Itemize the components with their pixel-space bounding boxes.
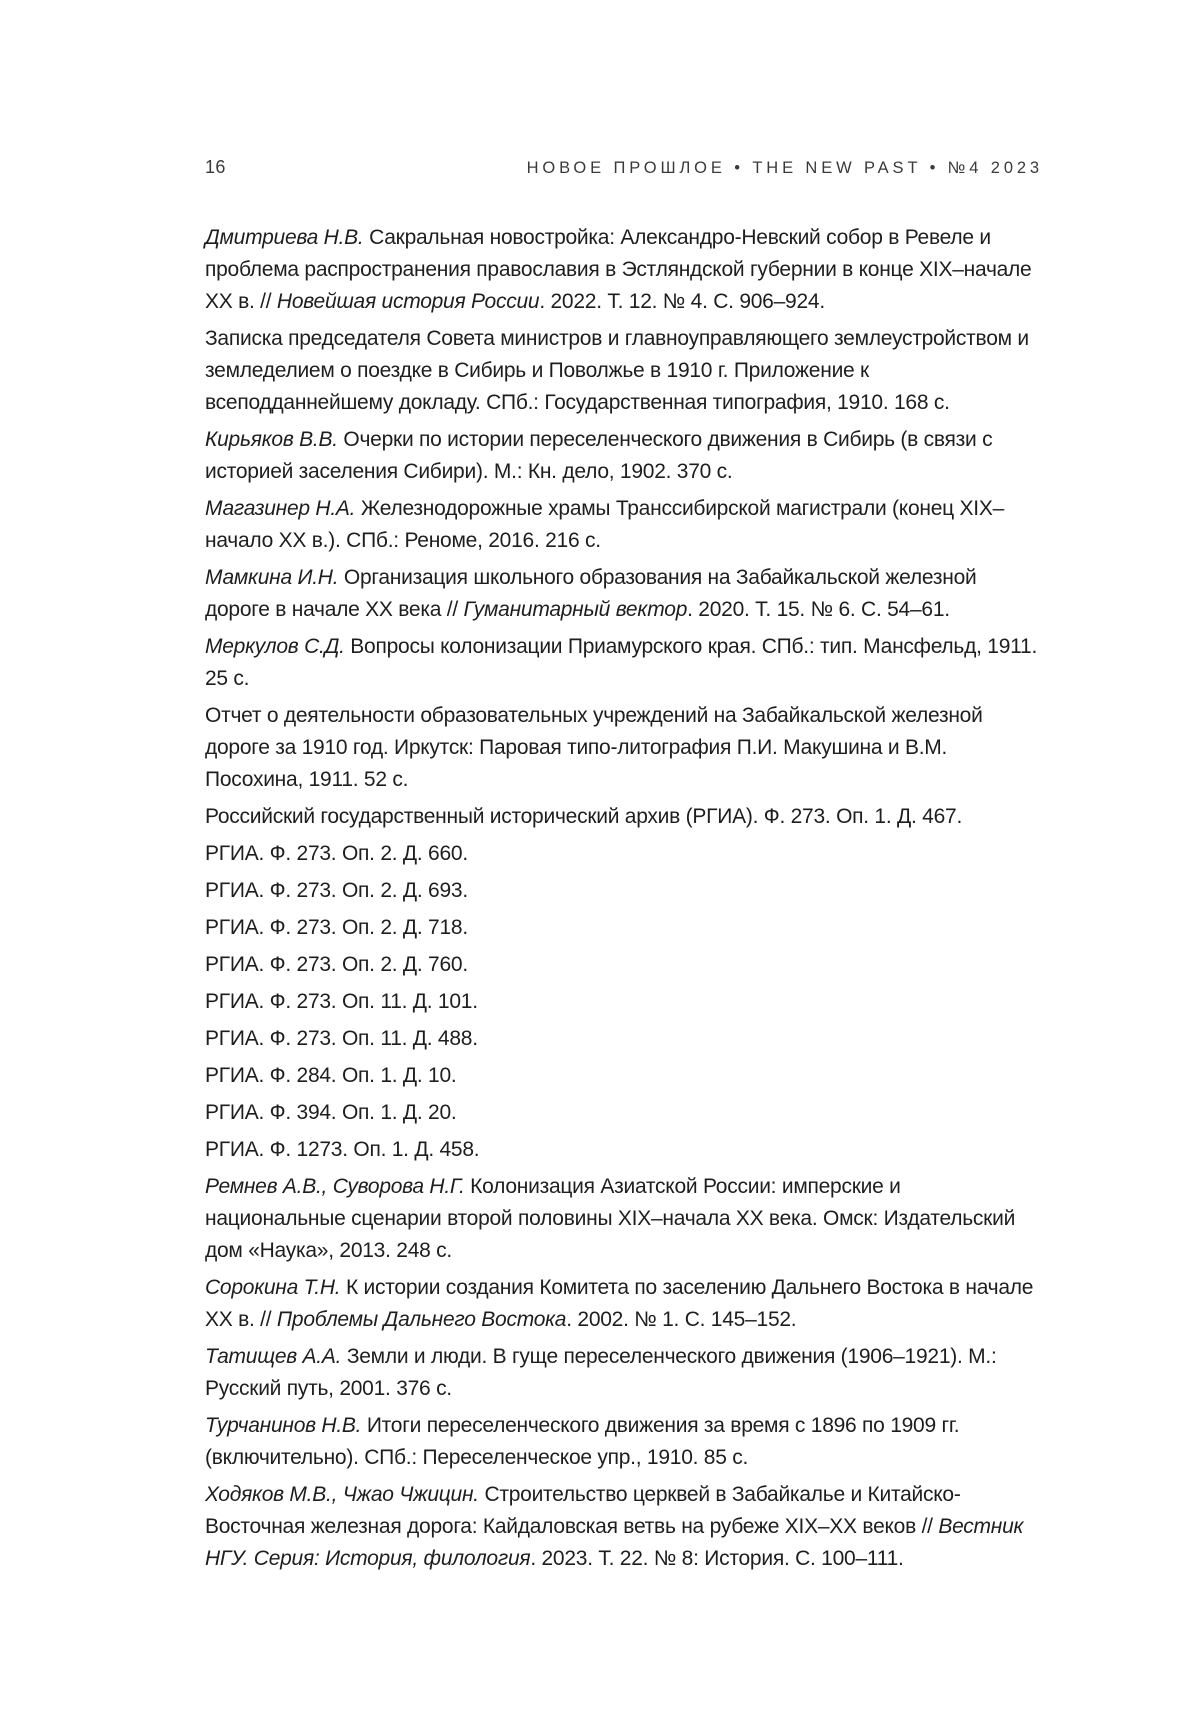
reference-italic-text: Проблемы Дальнего Востока	[276, 1308, 567, 1331]
reference-text: РГИА. Ф. 273. Оп. 2. Д. 760.	[205, 953, 468, 976]
reference-italic-text: Вестник НГУ. Серия: История, филология	[205, 1515, 1024, 1570]
reference-entry	[205, 424, 1043, 488]
reference-text: . 2002. № 1. С. 145–152.	[566, 1308, 797, 1331]
reference-text: РГИА. Ф. 273. Оп. 11. Д. 101.	[205, 990, 478, 1013]
reference-italic-text: Ремнев А.В., Суворова Н.Г.	[205, 1175, 465, 1198]
reference-text: РГИА. Ф. 394. Оп. 1. Д. 20.	[205, 1101, 457, 1124]
reference-text: К истории создания Комитета по заселению Дальнего Востока в начале XX в. //	[205, 1276, 1034, 1331]
reference-italic-text: Меркулов С.Д.	[205, 635, 345, 658]
reference-italic-text: Дмитриева Н.В.	[205, 226, 364, 249]
reference-entry	[205, 838, 1043, 870]
reference-italic-text: Новейшая история России	[276, 290, 540, 313]
reference-text: Железнодорожные храмы Транссибирской магистрали (конец XIX–начало XX в.). СПб.: Реноме, 2016. 216 с.	[205, 497, 1005, 552]
reference-entry	[205, 700, 1043, 796]
reference-entry	[205, 1272, 1043, 1336]
reference-text: Итоги переселенческого движения за время с 1896 по 1909 гг. (включительно). СПб.: Переселенческое упр., 1910. 85 с.	[205, 1414, 960, 1469]
reference-entry	[205, 1479, 1043, 1575]
reference-entry	[205, 986, 1043, 1018]
reference-italic-text: Мамкина И.Н.	[205, 566, 339, 589]
reference-entry	[205, 1134, 1043, 1166]
reference-text: . 2023. Т. 22. № 8: История. С. 100–111.	[530, 1547, 904, 1570]
reference-italic-text: Кирьяков В.В.	[205, 428, 338, 451]
reference-text: РГИА. Ф. 273. Оп. 2. Д. 693.	[205, 879, 468, 902]
reference-entry	[205, 1060, 1043, 1092]
reference-entry	[205, 1410, 1043, 1474]
reference-entry	[205, 801, 1043, 833]
reference-text: Записка председателя Совета министров и главноуправляющего землеустройством и земледелием о поездке в Сибирь и Поволжье в 1910 г. Приложение к всеподданнейшему докладу. СПб.: Государственная типография, 1910. 168 с.	[205, 327, 1029, 414]
reference-text: Колонизация Азиатской России: имперские и национальные сценарии второй половины XIX–начала XX века. Омск: Издательский дом «Наука», 2013. 248 с.	[205, 1175, 1016, 1262]
reference-entry	[205, 912, 1043, 944]
reference-entry	[205, 631, 1043, 695]
reference-text: . 2022. Т. 12. № 4. С. 906–924.	[539, 290, 825, 313]
page-number: 16	[205, 157, 226, 177]
reference-text: Отчет о деятельности образовательных учреждений на Забайкальской железной дороге за 1910 год. Иркутск: Паровая типо-литография П.И. Макушина и В.М. Посохина, 1911. 52 с.	[205, 704, 983, 791]
reference-entry	[205, 1023, 1043, 1055]
reference-text: РГИА. Ф. 284. Оп. 1. Д. 10.	[205, 1064, 457, 1087]
running-head	[205, 157, 1043, 178]
reference-text: Очерки по истории переселенческого движения в Сибирь (в связи с историей заселения Сибири). М.: Кн. дело, 1902. 370 с.	[205, 428, 993, 483]
reference-italic-text: Магазинер Н.А.	[205, 497, 356, 520]
reference-italic-text: Сорокина Т.Н.	[205, 1276, 341, 1299]
reference-entry	[205, 323, 1043, 419]
reference-italic-text: Татищев А.А.	[205, 1345, 342, 1368]
reference-italic-text: Турчанинов Н.В.	[205, 1414, 362, 1437]
reference-entry	[205, 493, 1043, 557]
reference-entry	[205, 949, 1043, 981]
reference-text: РГИА. Ф. 273. Оп. 2. Д. 660.	[205, 842, 468, 865]
reference-entry	[205, 1341, 1043, 1405]
references-list	[205, 222, 1043, 1575]
reference-entry	[205, 1097, 1043, 1129]
reference-text: Строительство церквей в Забайкалье и Китайско-Восточная железная дорога: Кайдаловская ветвь на рубеже XIX–XX веков //	[205, 1483, 961, 1538]
reference-text: Сакральная новостройка: Александро-Невский собор в Ревеле и проблема распространения православия в Эстляндской губернии в конце XIX–начале XX в. //	[205, 226, 1032, 313]
reference-text: РГИА. Ф. 273. Оп. 2. Д. 718.	[205, 916, 468, 939]
reference-entry	[205, 875, 1043, 907]
reference-text: Земли и люди. В гуще переселенческого движения (1906–1921). М.: Русский путь, 2001. 376 с.	[205, 1345, 997, 1400]
reference-entry	[205, 222, 1043, 318]
journal-header: НОВОЕ ПРОШЛОЕ • THE NEW PAST • №4 2023	[526, 159, 1043, 177]
reference-text: Вопросы колонизации Приамурского края. СПб.: тип. Мансфельд, 1911. 25 с.	[205, 635, 1038, 690]
reference-italic-text: Ходяков М.В., Чжао Чжицин.	[205, 1483, 479, 1506]
reference-text: . 2020. Т. 15. № 6. С. 54–61.	[687, 598, 950, 621]
reference-text: Российский государственный исторический архив (РГИА). Ф. 273. Оп. 1. Д. 467.	[205, 805, 963, 828]
reference-entry	[205, 1171, 1043, 1267]
reference-text: РГИА. Ф. 273. Оп. 11. Д. 488.	[205, 1027, 478, 1050]
reference-text: Организация школьного образования на Забайкальской железной дороге в начале XX века //	[205, 566, 977, 621]
reference-entry	[205, 562, 1043, 626]
reference-italic-text: Гуманитарный вектор	[463, 598, 688, 621]
reference-text: РГИА. Ф. 1273. Оп. 1. Д. 458.	[205, 1138, 480, 1161]
